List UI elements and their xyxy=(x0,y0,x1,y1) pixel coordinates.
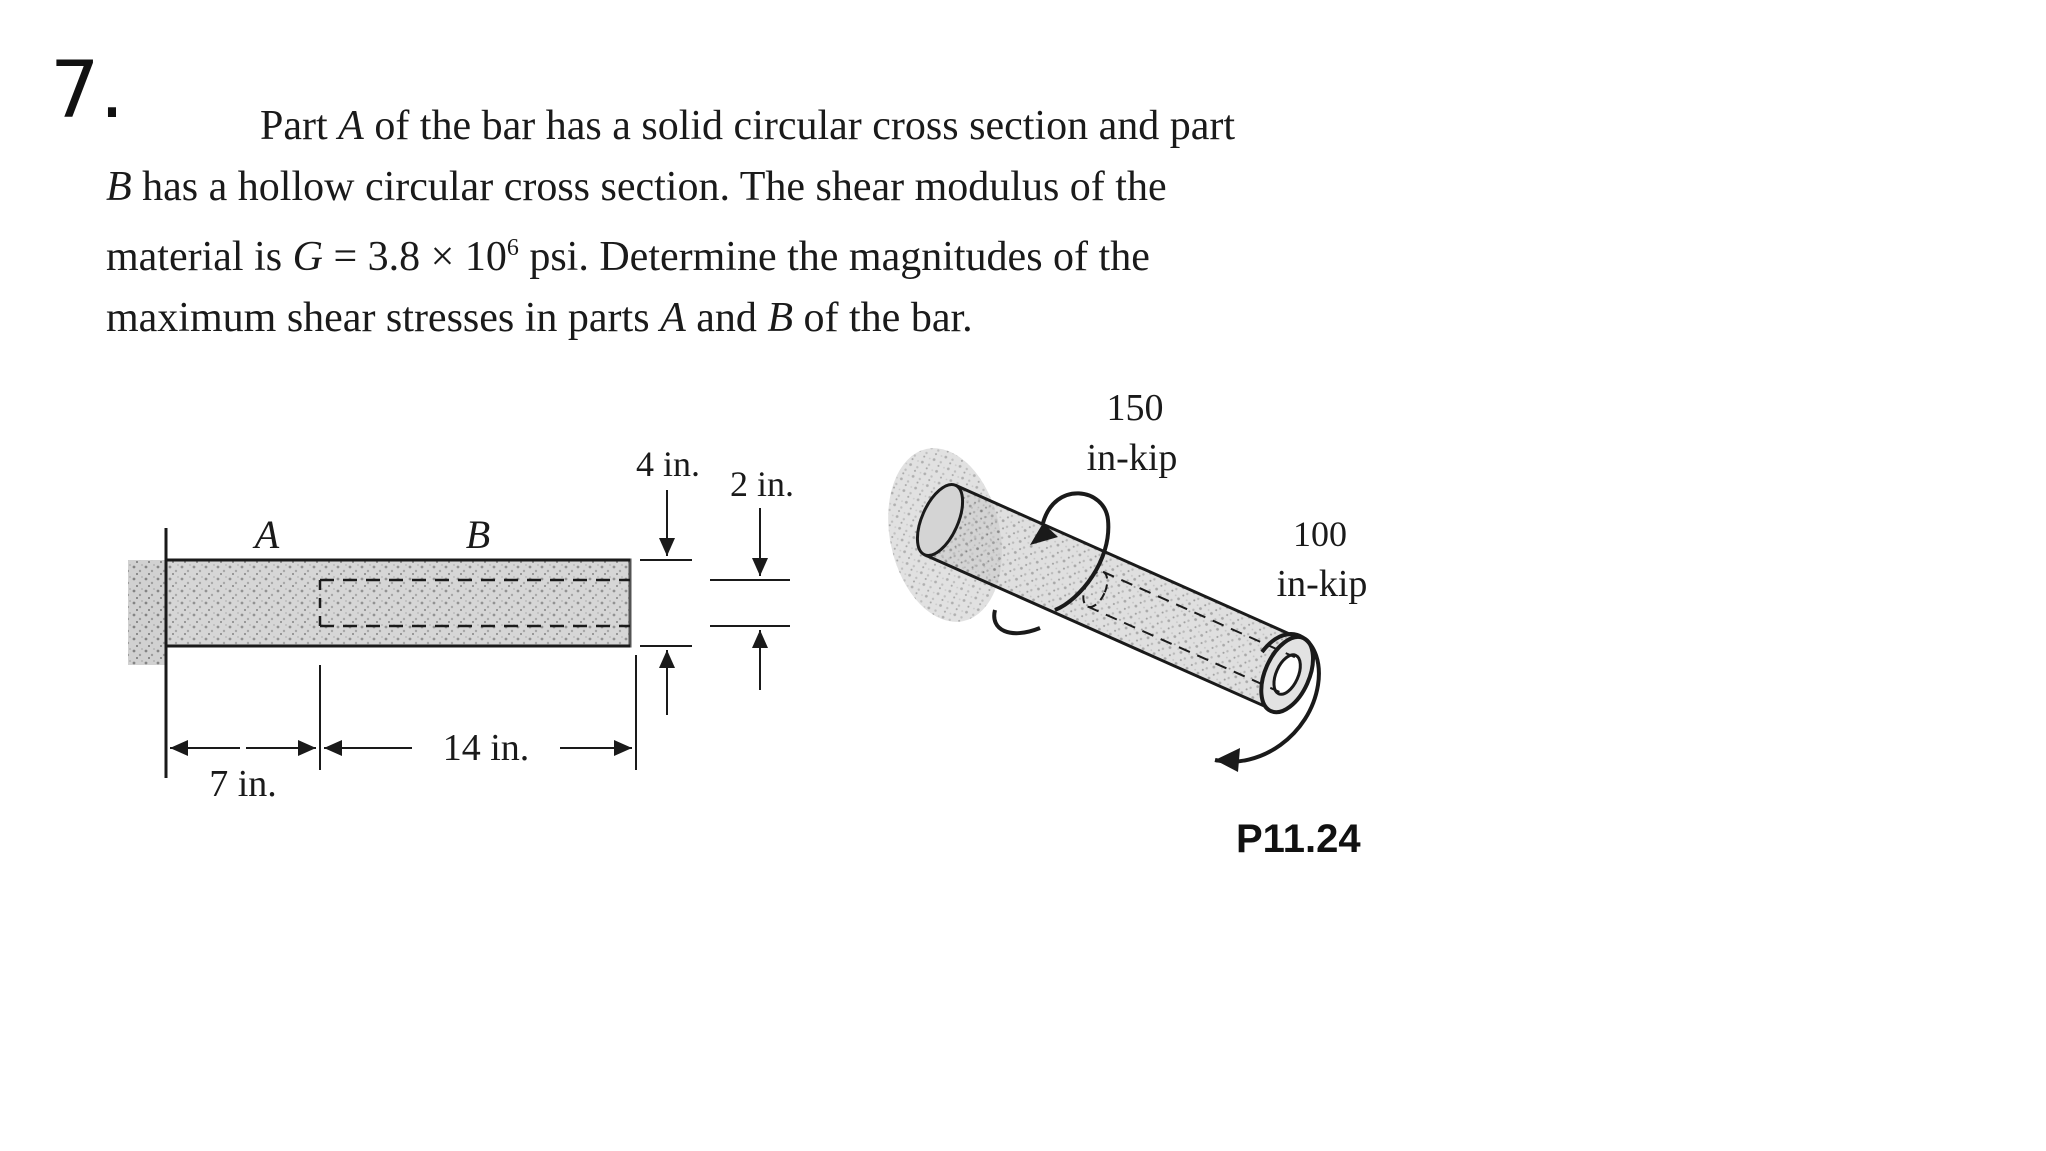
length-b-label: 14 in. xyxy=(442,727,530,769)
torque-150-unit: in-kip xyxy=(1086,437,1178,479)
label-part-a: A xyxy=(254,512,280,557)
statement-line-1: Part A of the bar has a solid circular cross section and part xyxy=(260,103,1236,149)
statement-line-2: B has a hollow circular cross section. The shear modulus of the xyxy=(106,164,1167,210)
inner-diameter-label: 2 in. xyxy=(729,464,795,504)
torque-100-unit: in-kip xyxy=(1276,563,1368,605)
figure-reference: P11.24 xyxy=(1236,817,1361,861)
length-a-label: 7 in. xyxy=(209,763,277,805)
length-dimensions xyxy=(170,655,636,805)
outer-diameter-dimension xyxy=(636,444,700,715)
problem-number: 7. xyxy=(50,46,125,136)
side-view xyxy=(128,444,794,805)
wall-support xyxy=(128,560,166,665)
bar-body xyxy=(166,560,630,646)
statement-line-3: material is $G = 3.8 \times 10^6$ psi. Determine the magnitudes of the xyxy=(106,234,1150,280)
torque-100-value: 100 xyxy=(1293,514,1347,554)
statement-line-4: maximum shear stresses in parts A and B of the bar. xyxy=(106,295,973,341)
label-part-b: B xyxy=(465,512,491,557)
inner-diameter-dimension xyxy=(710,464,794,690)
outer-diameter-label: 4 in. xyxy=(635,444,701,484)
isometric-view xyxy=(873,387,1367,772)
torque-150-value: 150 xyxy=(1106,387,1164,429)
